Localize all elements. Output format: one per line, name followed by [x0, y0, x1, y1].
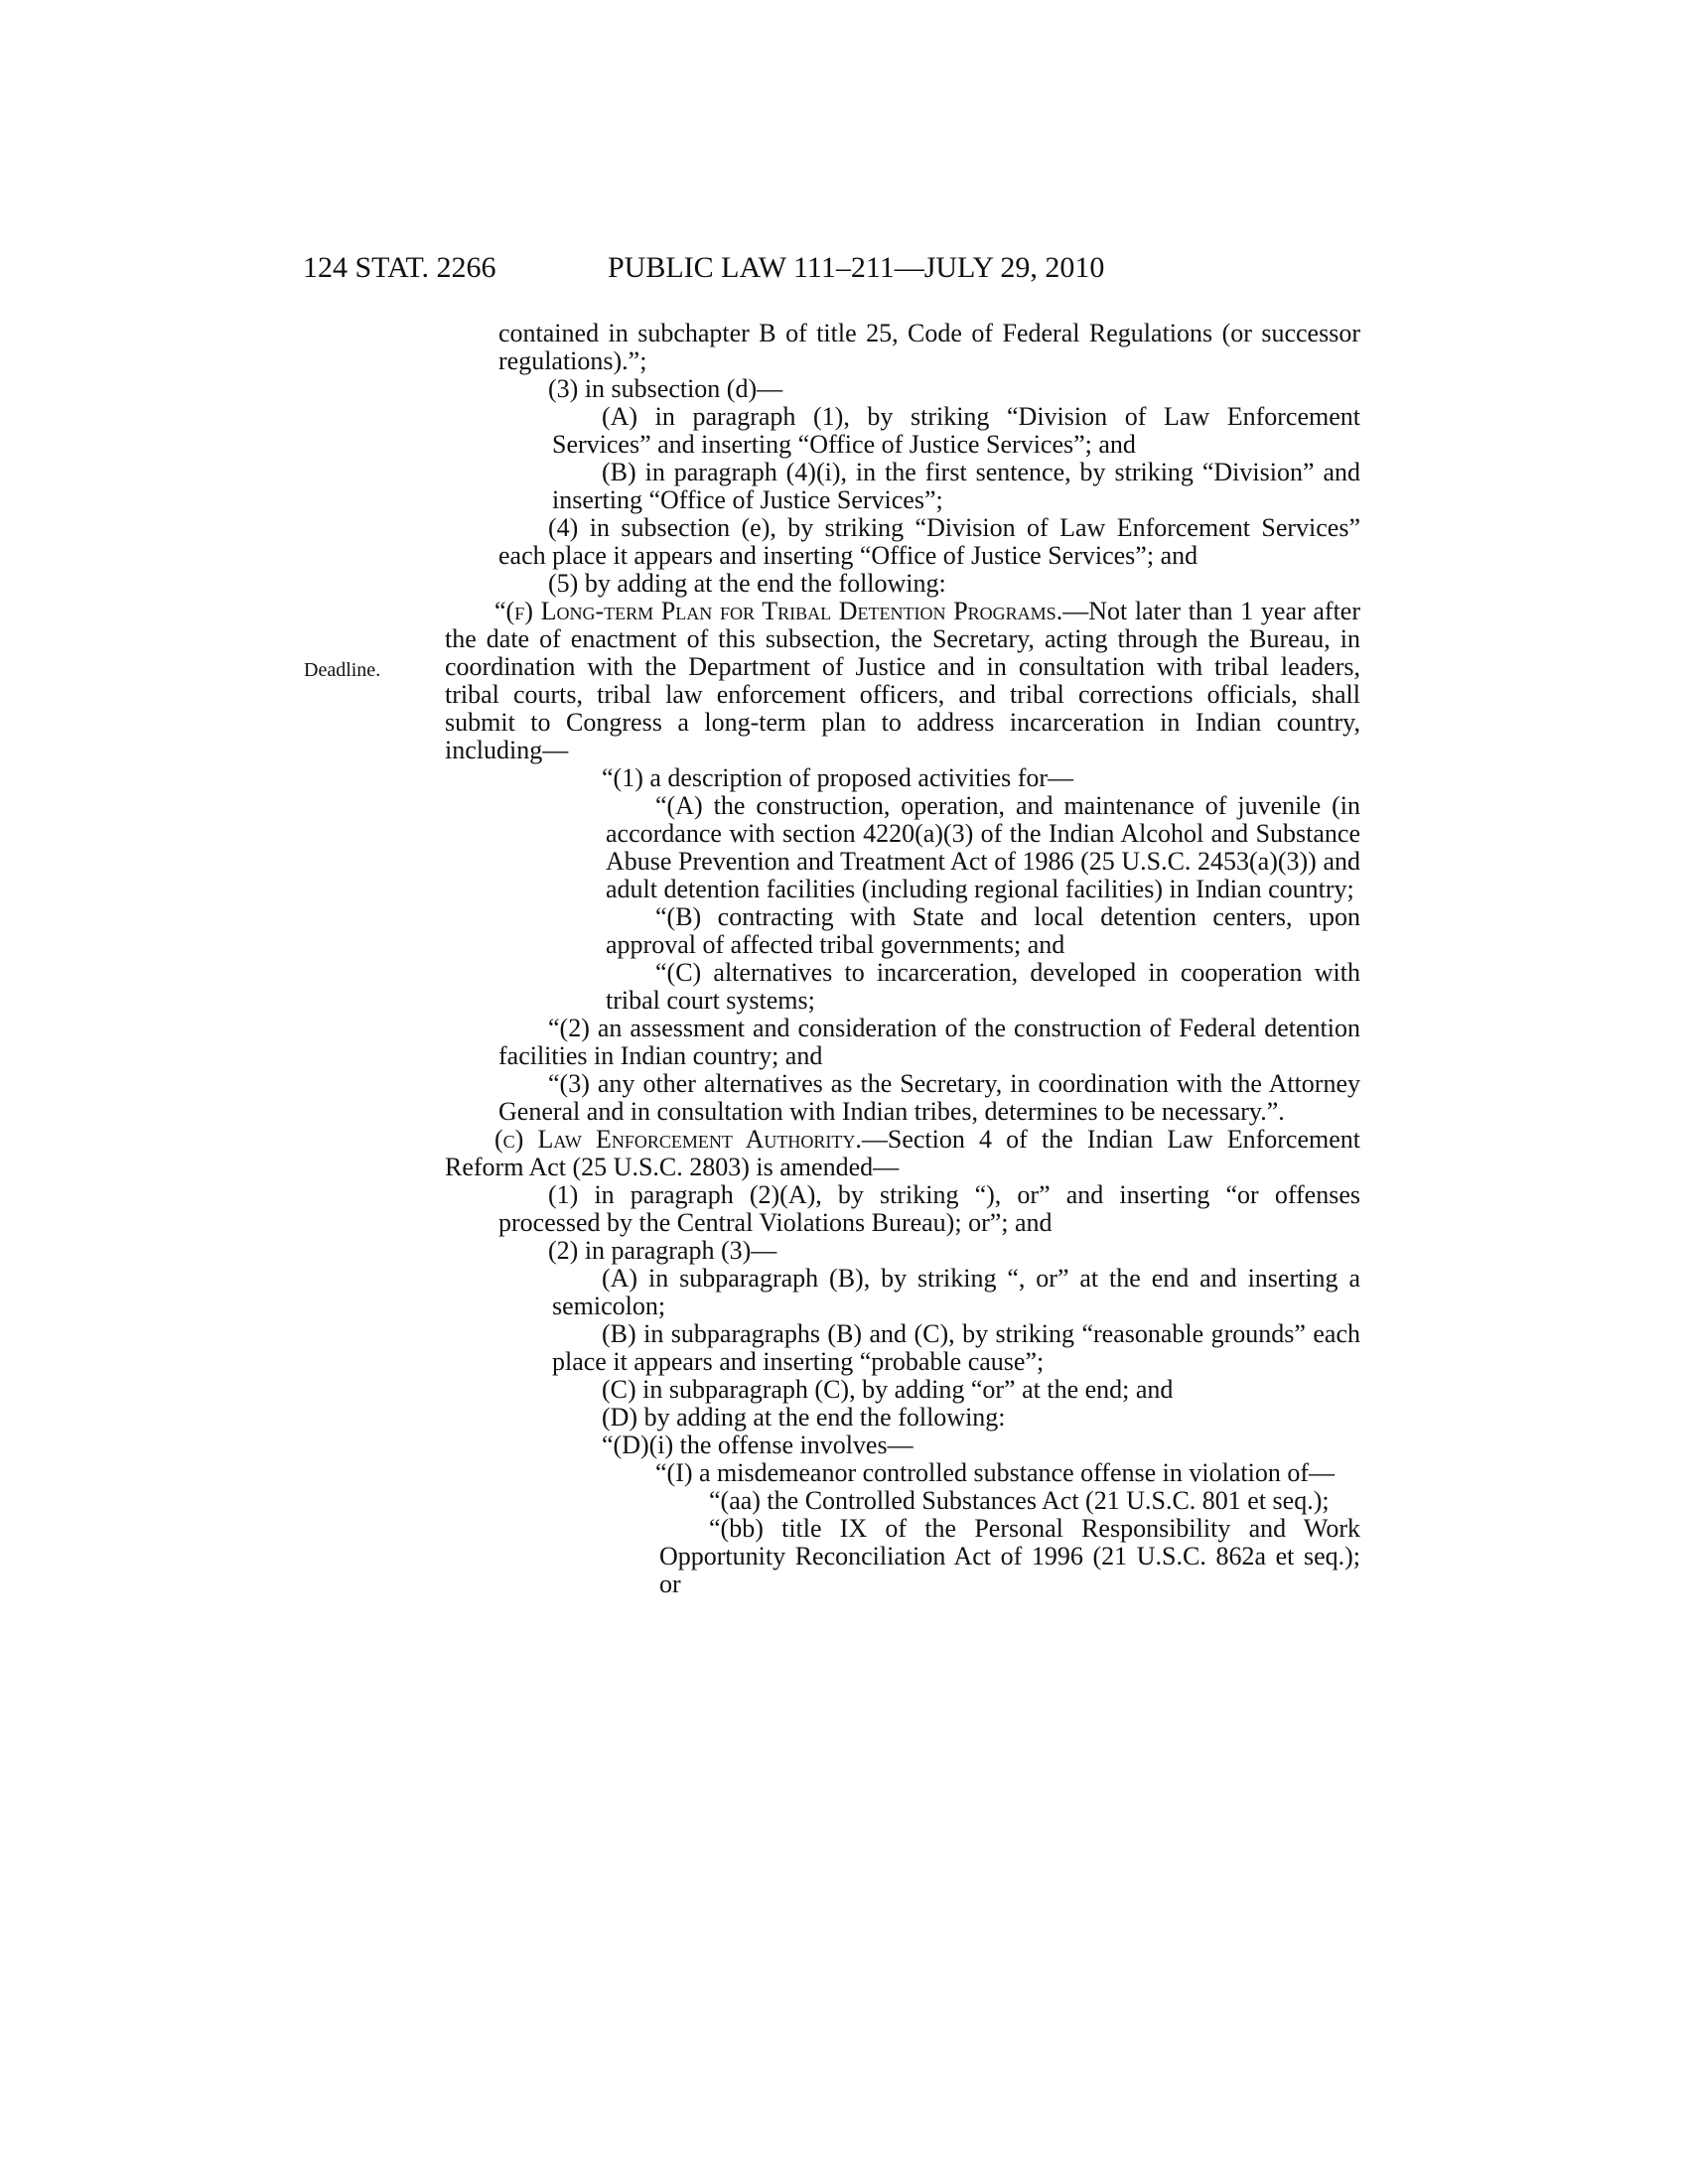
text-paragraph: “(3) any other alternatives as the Secretary, in coordination with the Attorney General and in consultation with Indian tribes, determines to be necessary.”.	[498, 1069, 1360, 1126]
section-text: —Section 4 of the Indian Law Enforcement Reform Act (25 U.S.C. 2803) is amended—	[445, 1125, 1360, 1181]
text-paragraph: (2) in paragraph (3)—	[548, 1236, 777, 1265]
statute-reference: 124 STAT. 2266	[303, 251, 496, 284]
document-body	[445, 319, 1360, 1598]
text-paragraph: “(1) a description of proposed activities for—	[602, 763, 1074, 792]
section-heading: “(f) Long-term Plan for Tribal Detention Programs.	[494, 597, 1063, 625]
section-c-paragraph	[445, 1126, 1360, 1181]
section-heading: (c) Law Enforcement Authority.	[494, 1125, 862, 1154]
text-paragraph: (4) in subsection (e), by striking “Division of Law Enforcement Services” each place it appears and inserting “Office of Justice Services”; and	[498, 513, 1360, 570]
margin-note-deadline: Deadline.	[304, 659, 381, 681]
text-paragraph: “(A) the construction, operation, and maintenance of juvenile (in accordance with section 4220(a)(3) of the Indian Alcohol and Substance Abuse Prevention and Treatment Act of 1986 (25 U.S.C. 2453(a)(3)) and adult detention facilities (including regional facilities) in Indian country;	[606, 791, 1360, 903]
text-paragraph: (D) by adding at the end the following:	[602, 1403, 1006, 1432]
page-title: PUBLIC LAW 111–211—JULY 29, 2010	[608, 251, 1105, 284]
text-paragraph: (5) by adding at the end the following:	[548, 569, 946, 598]
text-paragraph: (B) in paragraph (4)(i), in the first sentence, by striking “Division” and inserting “Office of Justice Services”;	[552, 458, 1360, 514]
text-paragraph: “(I) a misdemeanor controlled substance offense in violation of—	[655, 1458, 1335, 1487]
text-paragraph: (C) in subparagraph (C), by adding “or” at the end; and	[602, 1375, 1174, 1404]
text-paragraph: (1) in paragraph (2)(A), by striking “), or” and inserting “or offenses processed by the Central Violations Bureau); or”; and	[498, 1180, 1360, 1237]
text-paragraph: “(C) alternatives to incarceration, developed in cooperation with tribal court systems;	[606, 958, 1360, 1015]
text-paragraph: “(2) an assessment and consideration of the construction of Federal detention facilities in Indian country; and	[498, 1014, 1360, 1070]
section-f-paragraph	[445, 598, 1360, 764]
text-paragraph: (B) in subparagraphs (B) and (C), by striking “reasonable grounds” each place it appears and inserting “probable cause”;	[552, 1319, 1360, 1376]
text-paragraph: contained in subchapter B of title 25, Code of Federal Regulations (or successor regulations).”;	[498, 319, 1360, 375]
text-paragraph: “(bb) title IX of the Personal Responsibility and Work Opportunity Reconciliation Act of 1996 (21 U.S.C. 862a et seq.); or	[659, 1514, 1360, 1598]
text-paragraph: (3) in subsection (d)—	[548, 374, 783, 403]
text-paragraph: (A) in subparagraph (B), by striking “, or” at the end and inserting a semicolon;	[552, 1264, 1360, 1320]
text-paragraph: “(D)(i) the offense involves—	[602, 1431, 914, 1459]
section-text: —Not later than 1 year after the date of enactment of this subsection, the Secretary, acting through the Bureau, in coordination with the Department of Justice and in consultation with tribal leaders, tribal courts, tribal law enforcement officers, and tribal corrections officials, shall submit to Congress a long-term plan to address incarceration in Indian country, including—	[445, 597, 1360, 764]
text-paragraph: “(aa) the Controlled Substances Act (21 U.S.C. 801 et seq.);	[709, 1486, 1330, 1515]
text-paragraph: (A) in paragraph (1), by striking “Division of Law Enforcement Services” and inserting “Office of Justice Services”; and	[552, 402, 1360, 459]
text-paragraph: “(B) contracting with State and local detention centers, upon approval of affected tribal governments; and	[606, 902, 1360, 959]
